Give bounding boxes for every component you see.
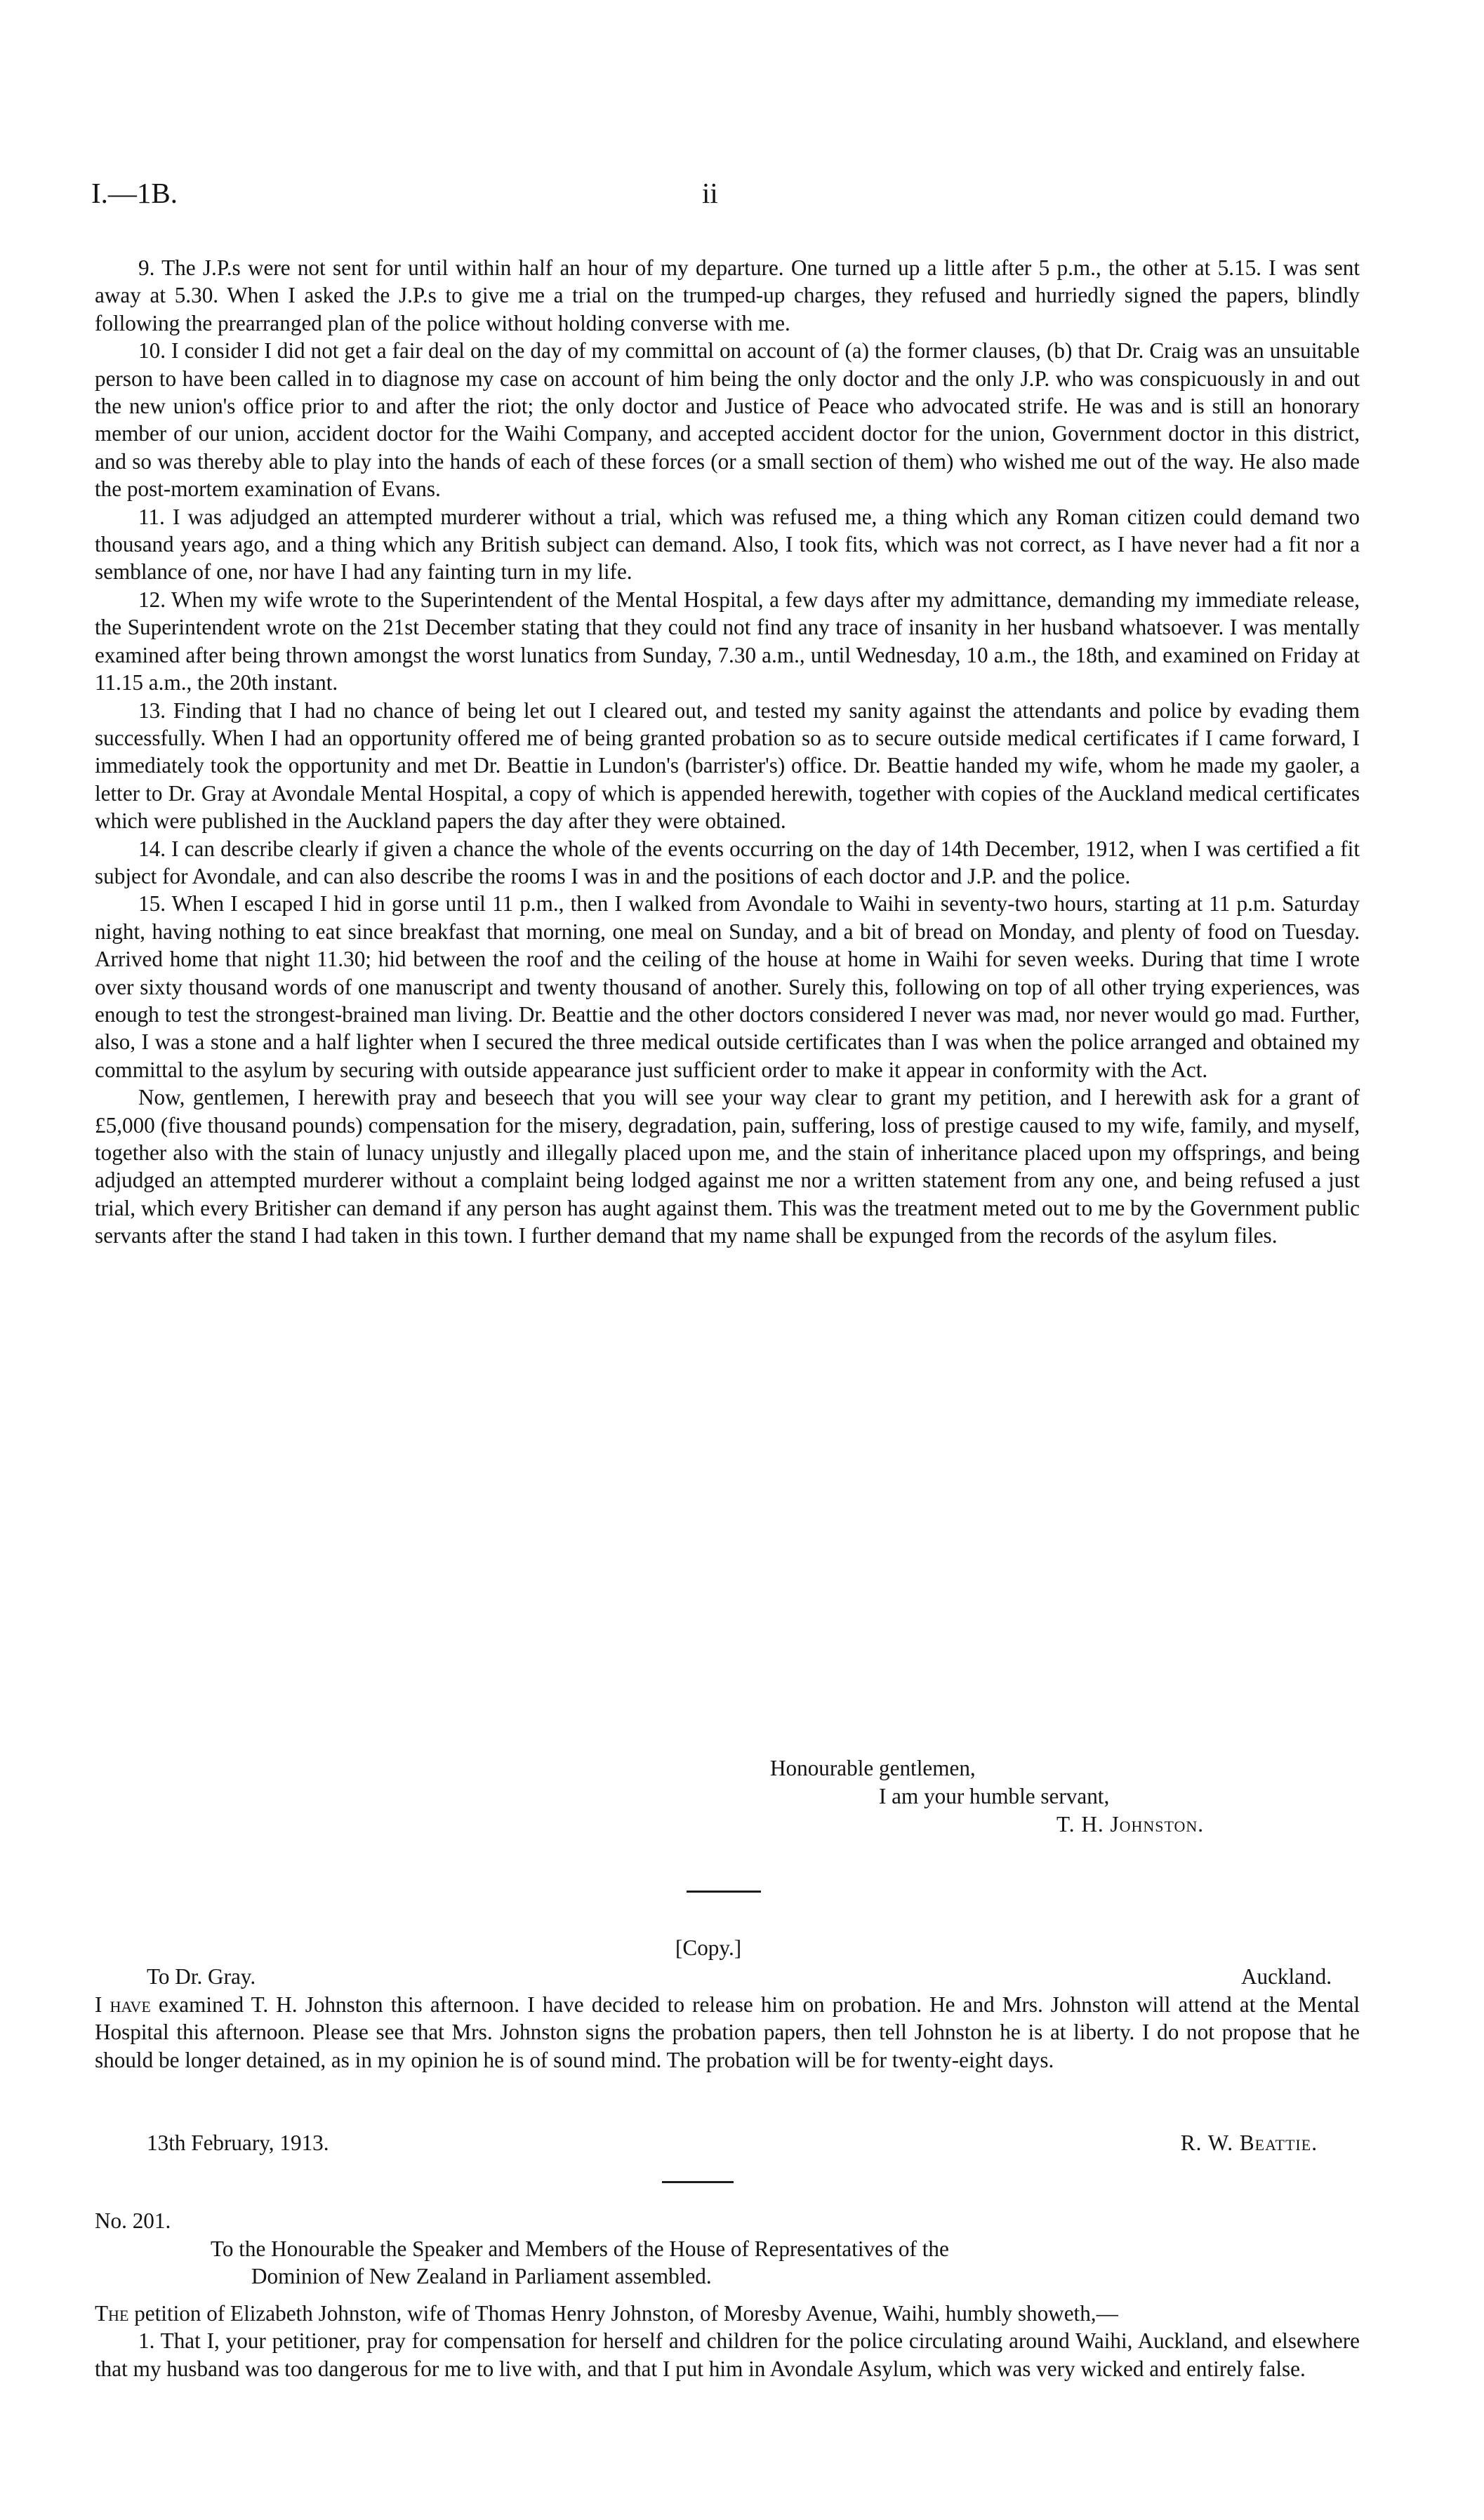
copy-letter-body [95,1991,1360,2074]
paragraph-13: 13. Finding that I had no chance of being let out I cleared out, and tested my sanity against the attendants and police by evading them successfully. When I had an opportunity offered me of being granted probation so as to secure outside medical certificates if I came forward, I immediately took the opportunity and met Dr. Beattie in Lundon's (barrister's) office. Dr. Beattie handed my wife, whom he made my gaoler, a letter to Dr. Gray at Avondale Mental Hospital, a copy of which is appended herewith, together with copies of the Auckland medical certificates which were published in the Auckland papers the day after they were obtained. [95,698,1360,834]
copy-recipient: To Dr. Gray. [147,1964,256,1989]
copy-body-text: examined T. H. Johnston this afternoon. I have decided to release him on probation. He and Mrs. Johnston will attend at the Mental Hospital this afternoon. Please see that Mrs. Johnston signs the probation papers, then tell Johnston he is at liberty. I do not propose that he should be longer detained, as in my opinion he is of sound mind. The probation will be for twenty-eight days. [95,1992,1360,2072]
page-number: ii [702,177,718,209]
petition-number: No. 201. [95,2208,171,2233]
closing-salutation: Honourable gentlemen, [770,1756,976,1780]
petition-lead-word: The [95,2301,129,2326]
addressee-line-2: Dominion of New Zealand in Parliament assembled. [251,2264,712,2289]
page-reference: I.—1B. [91,177,178,209]
paragraph-15: 15. When I escaped I hid in gorse until 11 p.m., then I walked from Avondale to Waihi in seventy-two hours, starting at 11 p.m. Saturday night, having nothing to eat since breakfast that morning, one meal on Sunday, and a bit of bread on Monday, and plenty of food on Tuesday. Arrived home that night 11.30; hid between the roof and the ceiling of the house at home in Waihi for seven weeks. During that time I wrote over sixty thousand words of one manuscript and twenty thousand of another. Surely this, following on top of all other trying experiences, was enough to test the strongest-brained man living. Dr. Beattie and the other doctors considered I never was mad, nor never would go mad. Further, also, I was a stone and a half lighter when I secured the three medical outside certificates than I was when the police arranged and obtained my committal to the asylum by securing with outside appearance just sufficient order to make it appear in conformity with the Act. [95,891,1360,1082]
section-divider-2 [662,2181,734,2183]
paragraph-9: 9. The J.P.s were not sent for until within half an hour of my departure. One turned up a little after 5 p.m., the other at 5.15. I was sent away at 5.30. When I asked the J.P.s to give me a trial on the trumped-up charges, they refused and hurriedly signed the papers, blindly following the prearranged plan of the police without holding converse with me. [95,255,1360,335]
copy-lead-word: I have [95,1992,151,2017]
copy-signoff-row [95,2129,1360,2156]
petition-intro: petition of Elizabeth Johnston, wife of Thomas Henry Johnston, of Moresby Avenue, Waihi, humbly showeth,— [134,2301,1118,2326]
closing-paragraph: Now, gentlemen, I herewith pray and beseech that you will see your way clear to grant my petition, and I herewith ask for a grant of £5,000 (five thousand pounds) compensation for the misery, degradation, pain, suffering, loss of prestige caused to my wife, family, and myself, together also with the stain of lunacy unjustly and illegally placed upon me, and the stain of inheritance placed upon my offsprings, and being adjudged an attempted murderer without a complaint being lodged against me nor a written statement from any one, and being refused a just trial, which every Britisher can demand if any person has aught against them. This was the treatment meted out to me by the Government public servants after the stand I had taken in this town. I further demand that my name shall be expunged from the records of the asylum files. [95,1085,1360,1248]
paragraph-11: 11. I was adjudged an attempted murderer without a trial, which was refused me, a thing which any Roman citizen could demand two thousand years ago, and a thing which any British subject can demand. Also, I took fits, which was not correct, as I have never had a fit nor a semblance of one, nor have I had any fainting turn in my life. [95,504,1360,585]
paragraph-10: 10. I consider I did not get a fair deal on the day of my committal on account of (a) the former clauses, (b) that Dr. Craig was an unsuitable person to have been called in to diagnose my case on account of him being the only doctor and the only J.P. who was conspicuously in and out the new union's office prior to and after the riot; the only doctor and Justice of Peace who advocated strife. He was and is still an honorary member of our union, accident doctor for the Waihi Company, and accepted accident doctor for the union, Government doctor in this district, and so was thereby able to play into the hands of each of these forces (or a small section of them) who wished me out of the way. He also made the post-mortem examination of Evans. [95,338,1360,502]
petition-addressee [211,2235,1360,2291]
addressee-line-1: To the Honourable the Speaker and Members of the House of Representatives of the [211,2236,949,2261]
petition-body [95,2300,1360,2382]
copy-place: Auckland. [1240,1964,1332,1989]
letter-signature: T. H. Johnston. [1056,1812,1205,1836]
copy-date: 13th February, 1913. [147,2131,329,2155]
copy-address-row [95,1963,1360,1990]
copy-heading: [Copy.] [675,1935,742,1960]
paragraph-14: 14. I can describe clearly if given a chance the whole of the events occurring on the day of 14th December, 1912, when I was certified a fit subject for Avondale, and can also describe the rooms I was in and the positions of each doctor and J.P. and the police. [95,836,1360,888]
letter-body [95,254,1360,1250]
paragraph-12: 12. When my wife wrote to the Superintendent of the Mental Hospital, a few days after my admittance, demanding my immediate release, the Superintendent wrote on the 21st December stating that they could not find any trace of insanity in her husband whatsoever. I was mentally examined after being thrown amongst the worst lunatics from Sunday, 7.30 a.m., until Wednesday, 10 a.m., the 18th, and examined on Friday at 11.15 a.m., the 20th instant. [95,587,1360,695]
copy-signature: R. W. Beattie. [1180,2131,1318,2155]
section-divider [687,1891,761,1893]
closing-line: I am your humble servant, [879,1784,1110,1808]
petition-paragraph-1: 1. That I, your petitioner, pray for compensation for herself and children for the police circulating around Waihi, Auckland, and elsewhere that my husband was too dangerous for me to live with, and that I put him in Avondale Asylum, which was very wicked and entirely false. [95,2328,1360,2381]
